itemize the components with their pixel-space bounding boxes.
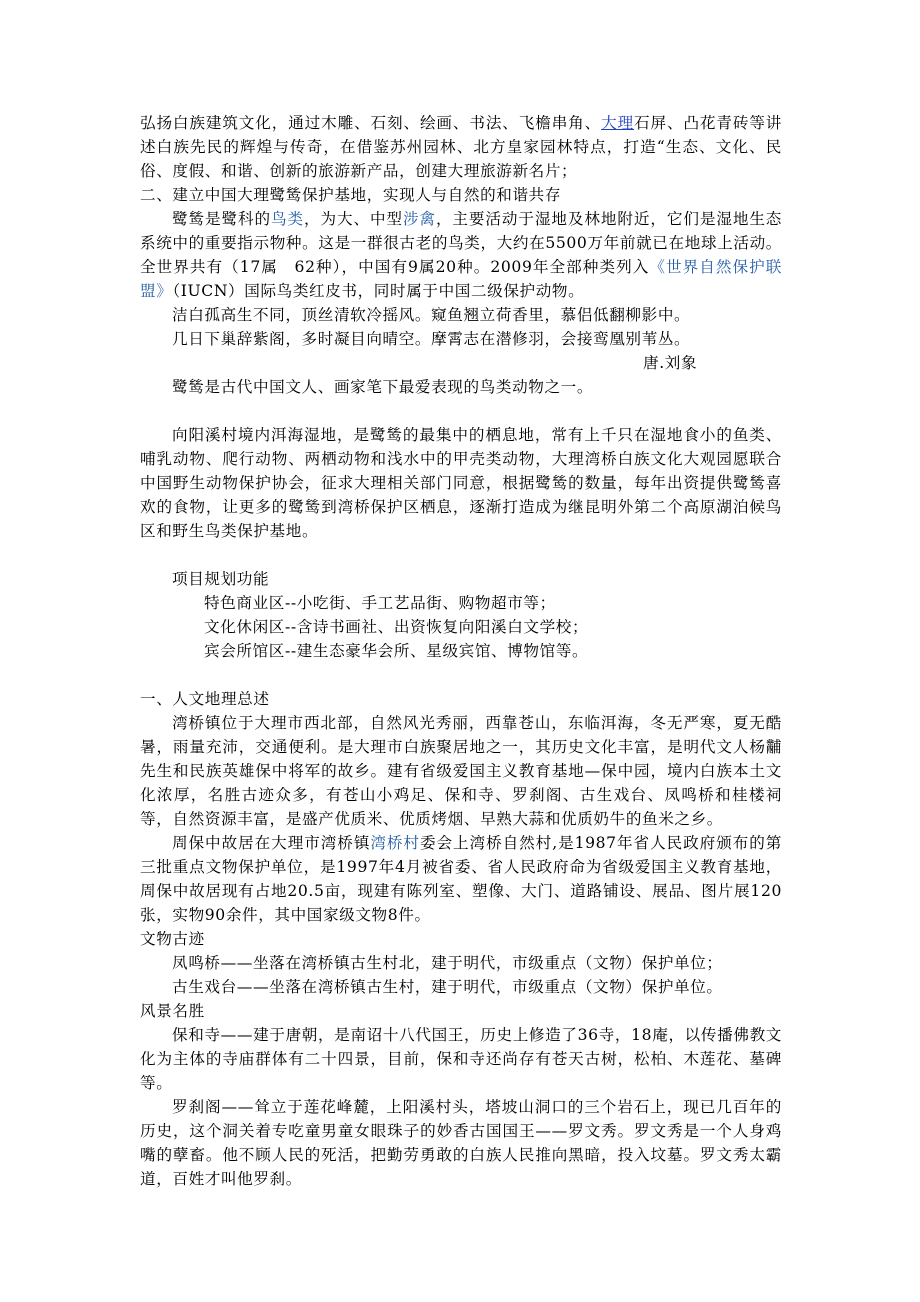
poem-line-1: 洁白孤高生不同，顶丝清软冷摇风。窥鱼翘立荷香里，慕侣低翻柳影中。 — [172, 306, 691, 324]
paragraph-egret-culture: 鹭鸶是古代中国文人、画家笔下最爱表现的鸟类动物之一。 — [172, 378, 594, 396]
paragraph-wetland: 向阳溪村境内洱海湿地，是鹭鸶的最集中的栖息地，常有上千只在湿地食小的鱼类、哺乳动物、爬行动物、两栖动物和浅水中的甲壳类动物，大理湾桥白族文化大观园愿联合中国野生动物保护协会，征求大理相关部门同意，根据鹭鸶的数量，每年出资提供鹭鸶喜欢的食物，让更多的鹭鸶到湾桥保护区栖息，逐渐打造成为继昆明外第二个高原湖泊候鸟区和野生鸟类保护基地。 — [140, 426, 782, 540]
link-birds[interactable]: 鸟类 — [270, 210, 304, 228]
link-dali[interactable]: 大理 — [601, 114, 635, 132]
spacer — [140, 399, 782, 423]
link-wading-birds[interactable]: 涉禽 — [402, 210, 436, 228]
poem-author: 唐.刘象 — [643, 354, 698, 372]
relic-item: 古生戏台——坐落在湾桥镇古生村，建于明代，市级重点（文物）保护单位。 — [172, 978, 723, 996]
paragraph-zhou-baozhong: 周保中故居在大理市湾桥镇湾桥村委会上湾桥自然村,是1987年省人民政府颁布的第三批重点文物保护单位，是1997年4月被省委、省人民政府命为省级爱国主义教育基地，周保中故居现有占地20.5亩，现建有陈列室、塑像、大门、道路铺设、展品、图片展120张，实物90余件，其中国家级文物8件。 — [140, 834, 782, 924]
heading-scenic: 风景名胜 — [140, 1002, 205, 1020]
scenic-baohe-temple: 保和寺——建于唐朝，是南诏十八代国王，历史上修造了36寺，18庵，以传播佛教文化为主体的寺庙群体有二十四景，目前，保和寺还尚存有苍天古树，松柏、木莲花、墓碑等。 — [140, 1026, 782, 1092]
plan-item: 文化休闲区--含诗书画社、出资恢复向阳溪白文学校； — [204, 618, 589, 636]
poem-line-2: 几日下巢辞紫阁，多时凝目向晴空。摩霄志在潜修羽，会接鸾凰别苇丛。 — [172, 330, 691, 348]
plan-title: 项目规划功能 — [172, 570, 270, 588]
relic-item: 凤鸣桥——坐落在湾桥镇古生村北，建于明代，市级重点（文物）保护单位； — [172, 954, 723, 972]
heading-geography: 一、人文地理总述 — [140, 690, 270, 708]
plan-item: 特色商业区--小吃街、手工艺品街、购物超市等； — [204, 594, 556, 612]
spacer — [140, 543, 782, 567]
scenic-luosha-pavilion: 罗刹阁——耸立于莲花峰麓，上阳溪村头，塔坡山洞口的三个岩石上，现已几百年的历史，这个洞关着专吃童男童女眼珠子的妙香古国国王——罗文秀。罗文秀是一个人身鸡嘴的孽畜。他不顾人民的死活，把勤劳勇敢的白族人民推向黑暗，投入坟墓。罗文秀太霸道，百姓才叫他罗刹。 — [140, 1098, 782, 1188]
document-page — [140, 111, 782, 1191]
paragraph-wanqiao-town: 湾桥镇位于大理市西北部，自然风光秀丽，西靠苍山，东临洱海，冬无严寒，夏无酷暑，雨量充沛，交通便利。是大理市白族聚居地之一，其历史文化丰富，是明代文人杨黼先生和民族英雄保中将军的故乡。建有省级爱国主义教育基地—保中园，境内白族本土文化浓厚，名胜古迹众多，有苍山小鸡足、保和寺、罗刹阁、古生戏台、凤鸣桥和桂楼祠等，自然资源丰富，是盛产优质米、优质烤烟、早熟大蒜和优质奶牛的鱼米之乡。 — [140, 714, 782, 828]
heading-relics: 文物古迹 — [140, 930, 205, 948]
link-iucn[interactable]: 《世界自然保护联盟》 — [140, 258, 782, 300]
paragraph-egret-intro: 鹭鸶是鹭科的鸟类，为大、中型涉禽，主要活动于湿地及林地附近，它们是湿地生态系统中的重要指示物种。这是一群很古老的鸟类，大约在5500万年前就已在地球上活动。全世界共有（17属 62种），中国有9属20种。2009年全部种类列入《世界自然保护联盟》（IUCN）国际鸟类红皮书，同时属于中国二级保护动物。 — [140, 210, 783, 300]
plan-item: 宾会所馆区--建生态豪华会所、星级宾馆、博物馆等。 — [204, 642, 589, 660]
heading-egret-base: 二、建立中国大理鹭鸶保护基地，实现人与自然的和谐共存 — [140, 186, 562, 204]
spacer — [140, 663, 782, 687]
paragraph-architecture: 弘扬白族建筑文化，通过木雕、石刻、绘画、书法、飞檐串角、大理石屏、凸花青砖等讲述白族先民的辉煌与传奇，在借鉴苏州园林、北方皇家园林特点，打造“生态、文化、民俗、度假、和谐、创新的旅游新产品，创建大理旅游新名片； — [140, 114, 782, 180]
link-wanqiao-village[interactable]: 湾桥村 — [370, 834, 420, 852]
